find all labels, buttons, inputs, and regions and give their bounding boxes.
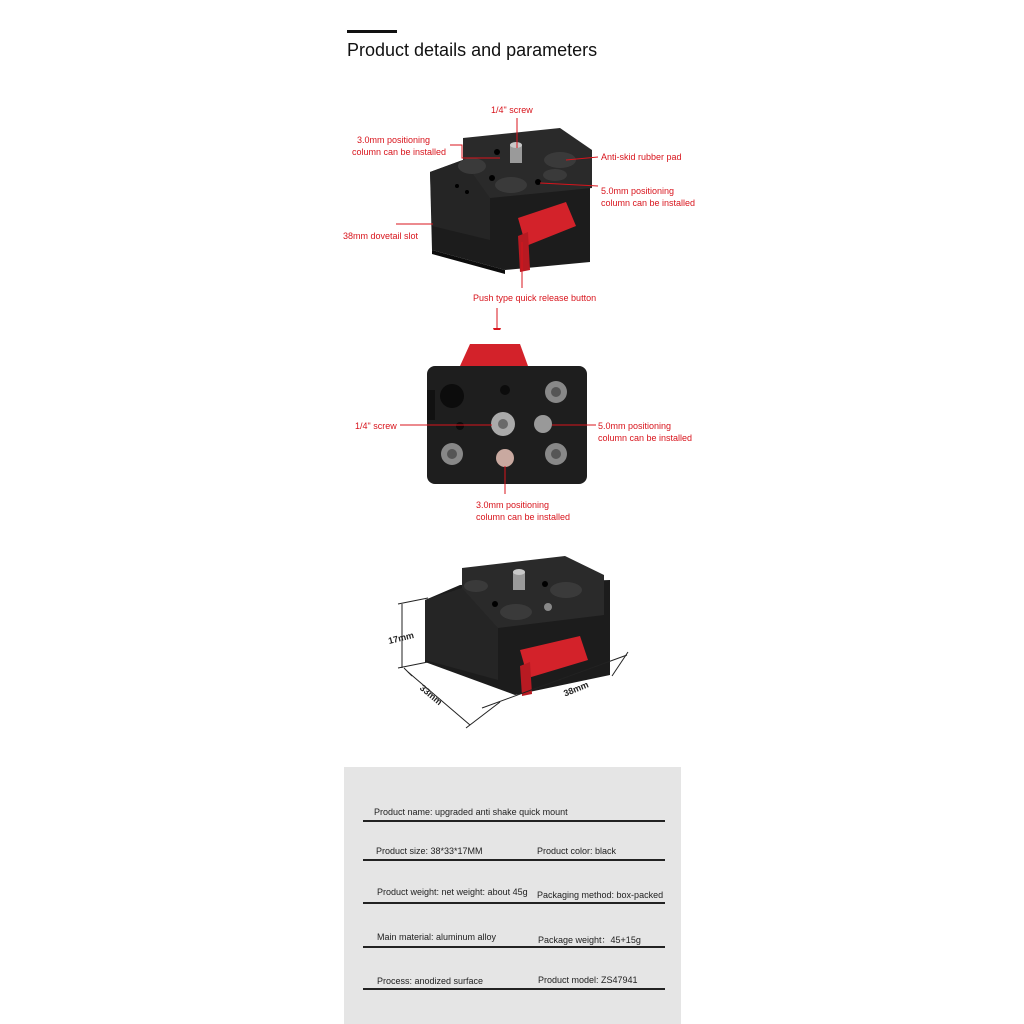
spec-package-weight: Package weight：45+15g bbox=[538, 935, 641, 945]
spec-divider bbox=[363, 988, 665, 990]
spec-product-size: Product size: 38*33*17MM bbox=[376, 846, 483, 856]
label-5mm-column-bottom-line2: column can be installed bbox=[598, 433, 693, 443]
label-dovetail-slot: 38mm dovetail slot bbox=[343, 231, 419, 241]
label-quarter-inch-screw-bottom: 1/4" screw bbox=[355, 421, 397, 431]
spec-product-color: Product color: black bbox=[537, 846, 617, 856]
label-3mm-column-top-line2: column can be installed bbox=[352, 147, 447, 157]
label-quarter-inch-screw-top: 1/4" screw bbox=[491, 105, 533, 115]
spec-divider bbox=[363, 859, 665, 861]
dimension-height-label: 17mm bbox=[387, 630, 415, 646]
label-5mm-column-top-line2: column can be installed bbox=[601, 198, 696, 208]
label-3mm-column-top-line1: 3.0mm positioning bbox=[356, 135, 430, 145]
dimension-depth-label: 33mm bbox=[417, 682, 445, 708]
spec-process: Process: anodized surface bbox=[377, 976, 484, 986]
label-5mm-column-bottom-line1: 5.0mm positioning bbox=[598, 421, 672, 431]
spec-product-model: Product model: ZS47941 bbox=[538, 975, 638, 985]
label-3mm-column-bottom-line2: column can be installed bbox=[476, 512, 571, 522]
spec-divider bbox=[363, 820, 665, 822]
spec-product-weight: Product weight: net weight: about 45g bbox=[377, 887, 528, 897]
label-5mm-column-top-line1: 5.0mm positioning bbox=[601, 186, 675, 196]
spec-divider bbox=[363, 902, 665, 904]
label-anti-skid-pad: Anti-skid rubber pad bbox=[601, 152, 682, 162]
spec-table bbox=[344, 767, 681, 1024]
label-3mm-column-bottom-line1: 3.0mm positioning bbox=[476, 500, 550, 510]
dimension-width-label: 38mm bbox=[562, 679, 590, 699]
page-title: Product details and parameters bbox=[347, 40, 598, 60]
label-quick-release-button: Push type quick release button bbox=[473, 293, 597, 303]
spec-divider bbox=[363, 946, 665, 948]
spec-main-material: Main material: aluminum alloy bbox=[377, 932, 497, 942]
spec-product-name: Product name: upgraded anti shake quick mount bbox=[374, 807, 568, 817]
spec-packaging-method: Packaging method: box-packed bbox=[537, 890, 664, 900]
